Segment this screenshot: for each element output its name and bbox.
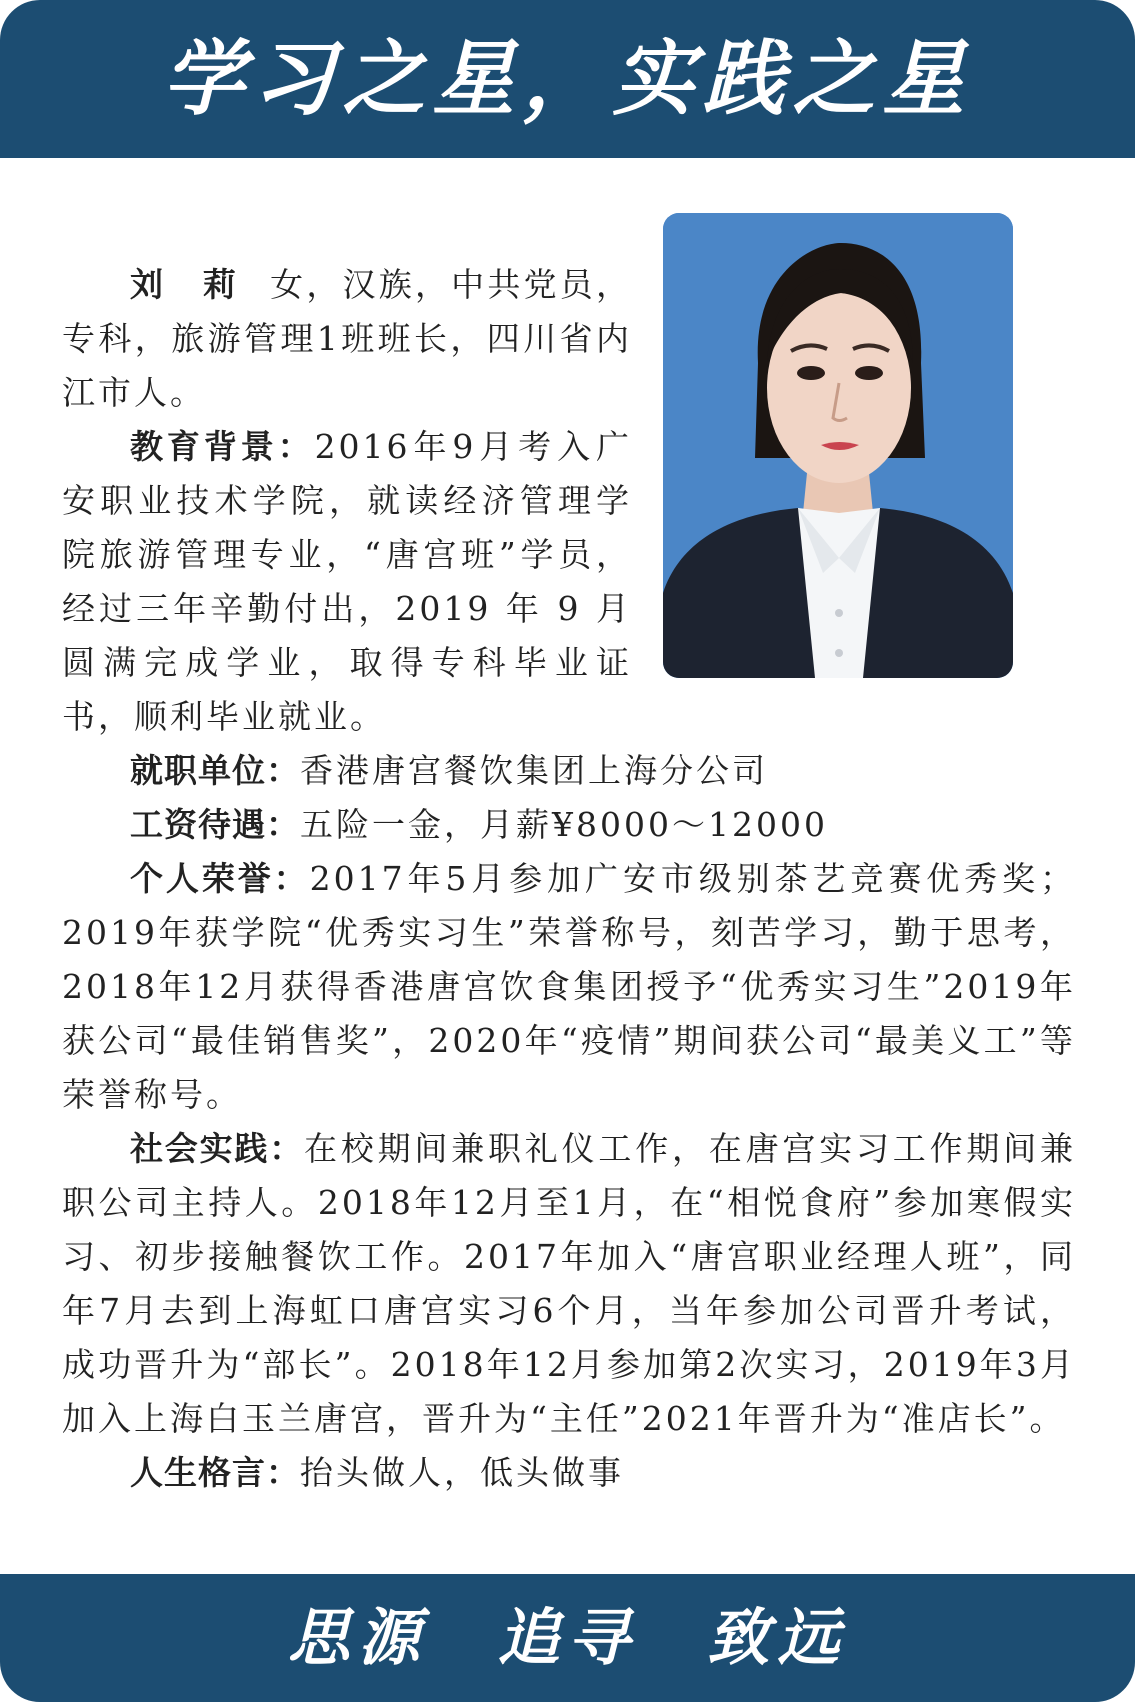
intro-paragraph — [62, 258, 632, 420]
employer-paragraph — [62, 744, 1076, 798]
education-paragraph — [62, 420, 632, 744]
honors-paragraph — [62, 852, 1076, 1122]
portrait-photo — [663, 213, 1013, 678]
footer-motto: 思源 追寻 致远 — [287, 1601, 848, 1674]
education-label: 教育背景： — [130, 427, 315, 466]
header-band — [0, 0, 1135, 158]
intro-block — [62, 258, 632, 744]
honors-label: 个人荣誉： — [130, 859, 310, 898]
salary-text: 五险一金，月薪¥8000～12000 — [300, 805, 828, 844]
footer-band — [0, 1574, 1135, 1702]
header-title: 学习之星，实践之星 — [162, 31, 973, 127]
salary-label: 工资待遇： — [130, 805, 300, 844]
employer-text: 香港唐宫餐饮集团上海分公司 — [300, 751, 768, 790]
motto-label: 人生格言： — [130, 1453, 300, 1492]
education-text: 2016年9月考入广安职业技术学院，就读经济管理学院旅游管理专业，“唐宫班”学员，经过三年辛勤付出，2019 年 9 月圆满完成学业，取得专科毕业证书，顺利毕业就业。 — [62, 427, 633, 736]
motto-text: 抬头做人，低头做事 — [300, 1453, 624, 1492]
motto-paragraph — [62, 1446, 1076, 1500]
practice-paragraph — [62, 1122, 1076, 1446]
intro-text: 女，汉族，中共党员，专科，旅游管理1班班长，四川省内江市人。 — [62, 265, 632, 412]
salary-paragraph — [62, 798, 1076, 852]
employer-label: 就职单位： — [130, 751, 300, 790]
person-name: 刘 莉 — [130, 265, 251, 304]
portrait-icon — [663, 213, 1013, 678]
honors-text: 2017年5月参加广安市级别茶艺竞赛优秀奖；2019年获学院“优秀实习生”荣誉称号，刻苦学习，勤于思考，2018年12月获得香港唐宫饮食集团授予“优秀实习生”2019年获公司“最佳销售奖”，2020年“疫情”期间获公司“最美义工”等荣誉称号。 — [62, 859, 1077, 1114]
practice-text: 在校期间兼职礼仪工作，在唐宫实习工作期间兼职公司主持人。2018年12月至1月，在“相悦食府”参加寒假实习、初步接触餐饮工作。2017年加入“唐宫职业经理人班”，同年7月去到上海虹口唐宫实习6个月，当年参加公司晋升考试，成功晋升为“部长”。2018年12月参加第2次实习，2019年3月加入上海白玉兰唐宫，晋升为“主任”2021年晋升为“准店长”。 — [62, 1129, 1077, 1438]
details-block — [62, 744, 1076, 1500]
practice-label: 社会实践： — [130, 1129, 304, 1168]
